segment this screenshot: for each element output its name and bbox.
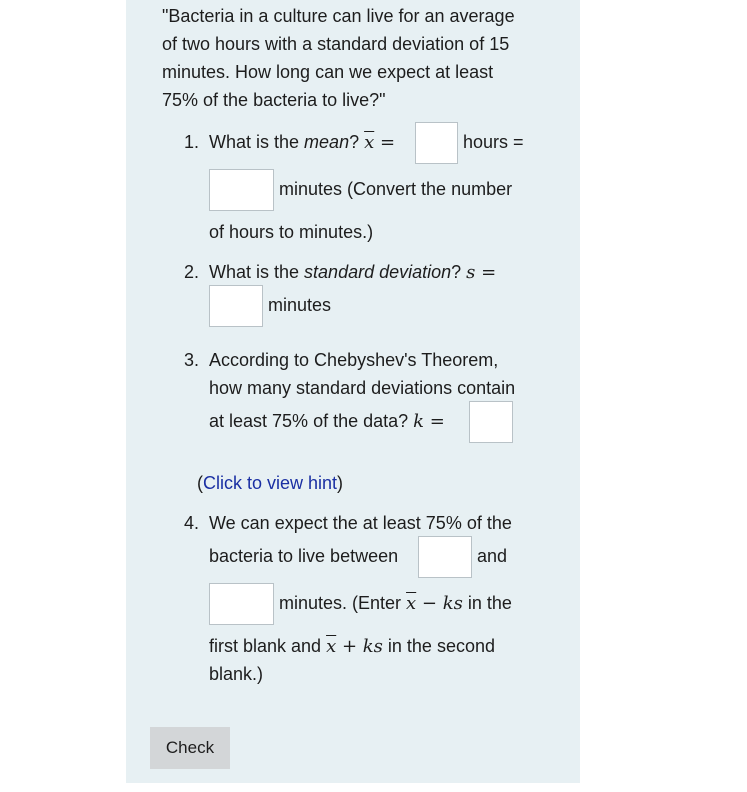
q3-line-3 [209, 410, 445, 433]
problem-line-3: minutes. How long can we expect at least [162, 62, 494, 82]
q4-plus: + [336, 636, 363, 657]
upper-bound-input[interactable] [209, 583, 274, 625]
q2-s-symbol: s [466, 262, 476, 283]
check-button[interactable]: Check [150, 727, 230, 769]
q2-equals: = [475, 262, 497, 283]
q4-line-3-text: minutes. (Enter [279, 593, 407, 613]
problem-line-4: 75% of the bacteria to live?" [162, 90, 386, 110]
q4-line-3-end: in the [462, 593, 512, 613]
q4-mean-symbol-1: $\overline{x}$ [406, 593, 417, 614]
q1-minutes-label: minutes (Convert the number [279, 179, 513, 199]
q4-ks-2: ks [362, 636, 383, 657]
hint-line [197, 472, 343, 494]
q1-text [209, 131, 395, 154]
q4-number: 4. [184, 513, 200, 533]
q1-mean-word: mean [304, 132, 350, 152]
lower-bound-input[interactable] [418, 536, 472, 578]
q3-line-2: how many standard deviations contain [209, 378, 516, 398]
q2-qmark: ? [451, 262, 467, 282]
q3-k-symbol: k [413, 411, 425, 432]
q1-prefix: What is the [209, 132, 305, 152]
q3-equals: = [424, 411, 445, 432]
q3-number: 3. [184, 350, 200, 370]
q1-mean-symbol: $\overline{x}$ [364, 132, 375, 153]
view-hint-link[interactable]: Click to view hint [203, 473, 338, 493]
q4-line-4-text: first blank and [209, 636, 327, 656]
q1-hours-label: hours = [463, 132, 524, 152]
mean-hours-input[interactable] [415, 122, 458, 164]
q4-ks-1: ks [442, 593, 463, 614]
q4-and: and [477, 546, 508, 566]
q1-equals: = [374, 132, 396, 153]
q2-prefix: What is the [209, 262, 305, 282]
q4-minus: − [416, 593, 443, 614]
hint-open-paren: ( [197, 473, 203, 493]
q2-sd-word: standard deviation [304, 262, 452, 282]
q3-line-1: According to Chebyshev's Theorem, [209, 350, 499, 370]
q4-line-3 [279, 592, 512, 615]
std-dev-input[interactable] [209, 285, 263, 327]
q4-mean-symbol-2: $\overline{x}$ [326, 636, 337, 657]
q2-text [209, 261, 496, 284]
q4-line-4-end: in the second [382, 636, 495, 656]
hint-close-paren: ) [337, 473, 344, 493]
q2-number: 2. [184, 262, 200, 282]
q1-qmark: ? [349, 132, 365, 152]
problem-line-2: of two hours with a standard deviation of 15 [162, 34, 510, 54]
mean-minutes-input[interactable] [209, 169, 274, 211]
q2-minutes-label: minutes [268, 295, 332, 315]
q1-number: 1. [184, 132, 200, 152]
q3-line-3-text: at least 75% of the data? [209, 411, 414, 431]
q1-line-3: of hours to minutes.) [209, 222, 374, 242]
q4-line-1: We can expect the at least 75% of the [209, 513, 512, 533]
problem-line-1: "Bacteria in a culture can live for an average [162, 6, 515, 26]
q4-line-5: blank.) [209, 664, 264, 684]
q4-line-4 [209, 635, 495, 658]
k-input[interactable] [469, 401, 513, 443]
q4-line-2: bacteria to live between [209, 546, 399, 566]
